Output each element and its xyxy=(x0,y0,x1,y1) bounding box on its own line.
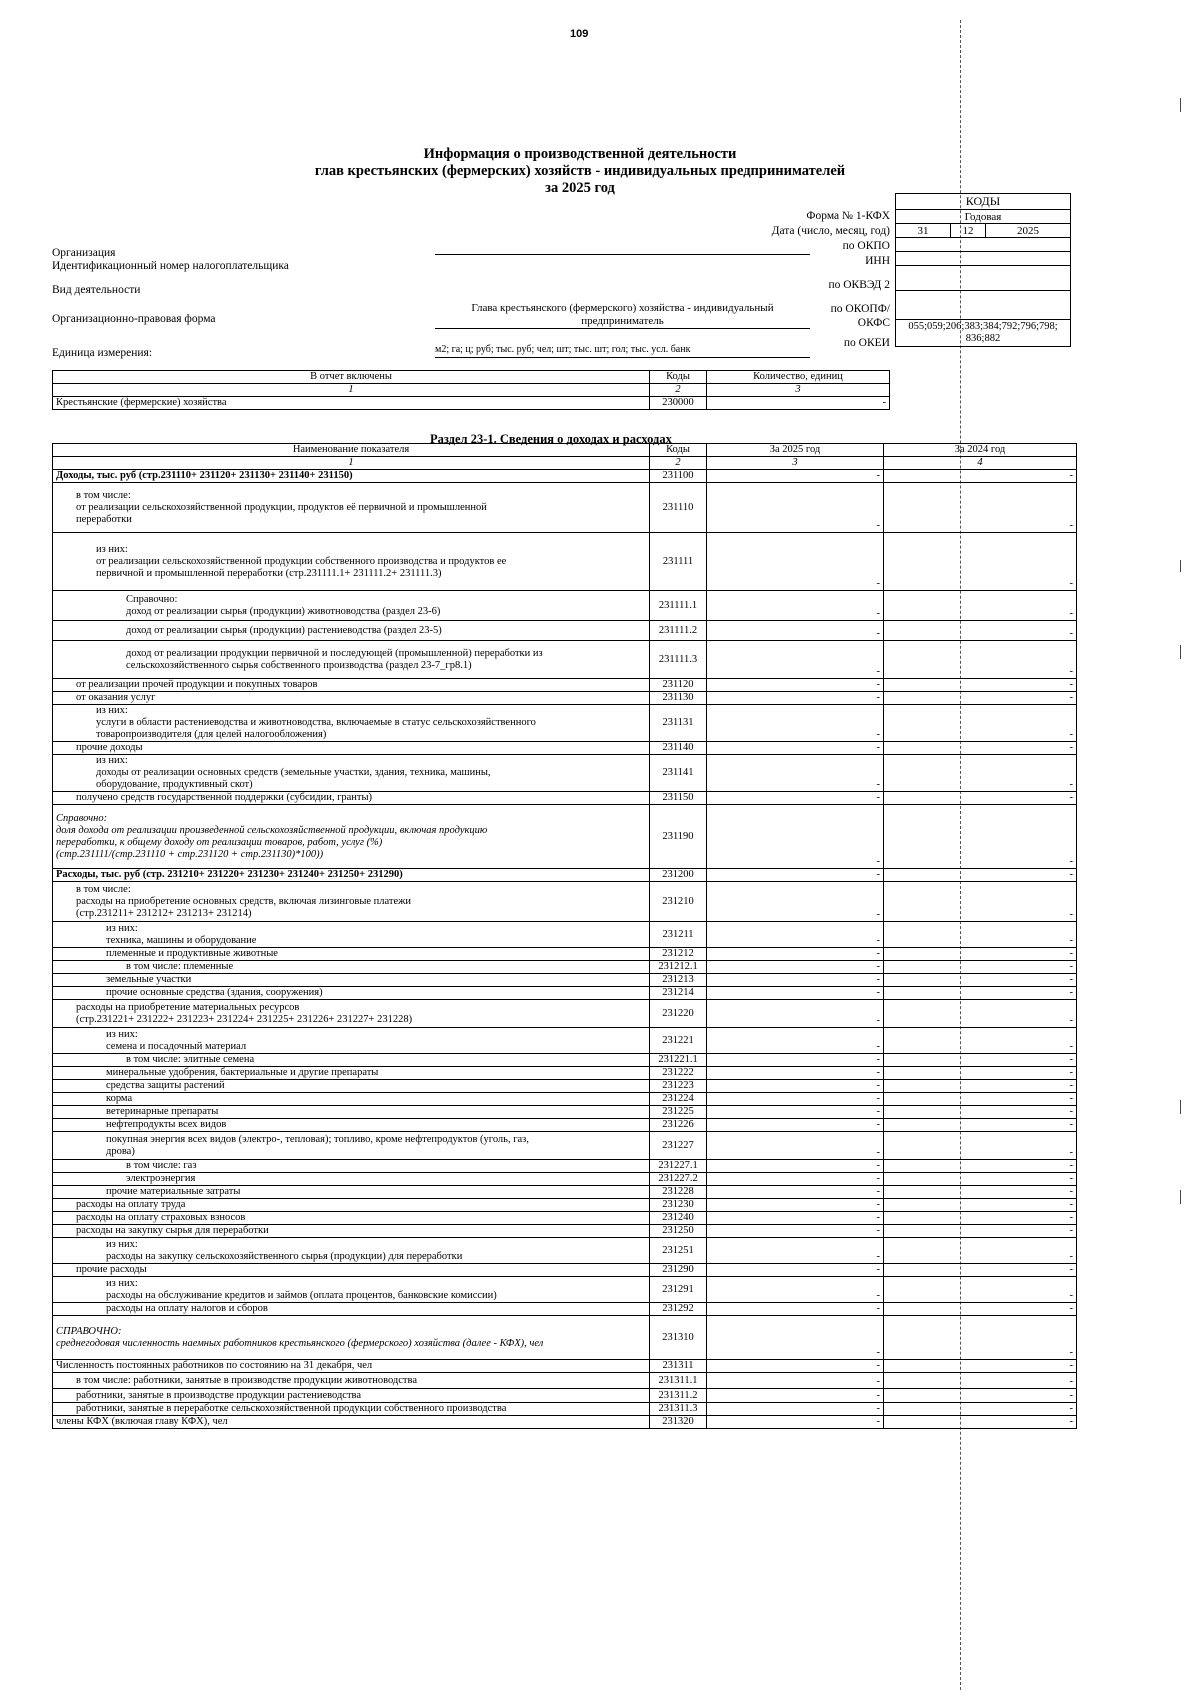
legal-form-label: Организационно-правовая форма xyxy=(52,313,216,325)
main-table xyxy=(52,443,1077,1429)
row-value-2024: - xyxy=(884,705,1077,742)
row-code: 231227.1 xyxy=(650,1160,707,1173)
table-row xyxy=(53,755,1077,792)
row-value-2024: - xyxy=(884,1028,1077,1054)
row-value-2025: - xyxy=(707,1316,884,1360)
codes-header: КОДЫ xyxy=(896,194,1071,210)
included-header-code: Коды xyxy=(650,371,707,384)
table-row xyxy=(53,679,1077,692)
row-value-2024: - xyxy=(884,1416,1077,1429)
legal-form-value xyxy=(435,302,810,328)
included-header-qty: Количество, единиц xyxy=(707,371,890,384)
row-value-2024: - xyxy=(884,1173,1077,1186)
row-code: 231111.3 xyxy=(650,641,707,679)
okpo-label: по ОКПО xyxy=(842,240,890,252)
inn-value xyxy=(896,252,1071,266)
row-code: 231150 xyxy=(650,792,707,805)
table-row xyxy=(53,1000,1077,1028)
row-value-2025: - xyxy=(707,1264,884,1277)
row-code: 231210 xyxy=(650,882,707,922)
main-header-code: Коды xyxy=(650,444,707,457)
scan-mark xyxy=(1180,645,1181,659)
row-name: племенные и продуктивные животные xyxy=(53,948,650,961)
row-code: 231131 xyxy=(650,705,707,742)
row-value-2025: - xyxy=(707,591,884,621)
included-num-2: 2 xyxy=(650,384,707,397)
row-value-2025: - xyxy=(707,483,884,533)
unit-underline xyxy=(435,357,810,358)
row-value-2024: - xyxy=(884,869,1077,882)
row-value-2025: - xyxy=(707,1000,884,1028)
row-value-2024: - xyxy=(884,1360,1077,1373)
date-label: Дата (число, месяц, год) xyxy=(771,225,890,237)
row-value-2024: - xyxy=(884,1093,1077,1106)
row-value-2024: - xyxy=(884,1373,1077,1389)
row-value-2025: - xyxy=(707,922,884,948)
row-code: 231222 xyxy=(650,1067,707,1080)
table-row xyxy=(53,922,1077,948)
row-name: Численность постоянных работников по состоянию на 31 декабря, чел xyxy=(53,1360,650,1373)
table-row xyxy=(53,621,1077,641)
main-num-2: 2 xyxy=(650,457,707,470)
row-name: расходы на приобретение материальных ресурсов (стр.231221+ 231222+ 231223+ 231224+ 231225+ 231226+ 231227+ 231228) xyxy=(53,1000,650,1028)
row-value-2025: - xyxy=(707,1212,884,1225)
row-code: 231111.1 xyxy=(650,591,707,621)
date-month: 12 xyxy=(951,224,986,238)
row-value-2024: - xyxy=(884,1277,1077,1303)
row-name: средства защиты растений xyxy=(53,1080,650,1093)
row-code: 231224 xyxy=(650,1093,707,1106)
row-value-2025: - xyxy=(707,1277,884,1303)
row-value-2025: - xyxy=(707,755,884,792)
table-row xyxy=(53,1186,1077,1199)
row-value-2024: - xyxy=(884,1389,1077,1403)
table-row xyxy=(53,987,1077,1000)
table-row xyxy=(53,705,1077,742)
row-value-2024: - xyxy=(884,755,1077,792)
row-value-2024: - xyxy=(884,1067,1077,1080)
table-row xyxy=(53,591,1077,621)
row-name: Доходы, тыс. руб (стр.231110+ 231120+ 231130+ 231140+ 231150) xyxy=(53,470,650,483)
row-value-2024: - xyxy=(884,948,1077,961)
main-table-body xyxy=(53,470,1077,1429)
row-value-2025: - xyxy=(707,974,884,987)
row-value-2025: - xyxy=(707,1028,884,1054)
row-value-2024: - xyxy=(884,591,1077,621)
table-row xyxy=(53,1067,1077,1080)
table-row xyxy=(53,533,1077,591)
row-value-2025: - xyxy=(707,1093,884,1106)
row-code: 231240 xyxy=(650,1212,707,1225)
table-row xyxy=(53,1212,1077,1225)
row-code: 231290 xyxy=(650,1264,707,1277)
table-row xyxy=(53,1238,1077,1264)
row-value-2025: - xyxy=(707,1238,884,1264)
row-code: 231220 xyxy=(650,1000,707,1028)
row-name: работники, занятые в переработке сельскохозяйственной продукции собственного производства xyxy=(53,1403,650,1416)
row-name: в том числе: работники, занятые в производстве продукции животноводства xyxy=(53,1373,650,1389)
table-row xyxy=(53,1316,1077,1360)
row-value-2024: - xyxy=(884,1403,1077,1416)
row-value-2025: - xyxy=(707,1199,884,1212)
row-code: 231311.2 xyxy=(650,1389,707,1403)
row-value-2025: - xyxy=(707,1403,884,1416)
row-name: минеральные удобрения, бактериальные и другие препараты xyxy=(53,1067,650,1080)
row-code: 231227.2 xyxy=(650,1173,707,1186)
title-line-2: глав крестьянских (фермерских) хозяйств - индивидуальных предпринимателей xyxy=(314,163,846,179)
row-value-2024: - xyxy=(884,974,1077,987)
row-code: 231320 xyxy=(650,1416,707,1429)
row-name: доход от реализации продукции первичной и последующей (промышленной) переработки из сельскохозяйственного сырья собственного производства (раздел 23-7_гр8.1) xyxy=(53,641,650,679)
included-num-1: 1 xyxy=(53,384,650,397)
row-value-2024: - xyxy=(884,470,1077,483)
row-value-2024: - xyxy=(884,1303,1077,1316)
row-value-2025: - xyxy=(707,470,884,483)
row-value-2025: - xyxy=(707,705,884,742)
row-value-2025: - xyxy=(707,1360,884,1373)
row-value-2025: - xyxy=(707,621,884,641)
date-year: 2025 xyxy=(986,224,1071,238)
row-name: получено средств государственной поддержки (субсидии, гранты) xyxy=(53,792,650,805)
row-value-2024: - xyxy=(884,1119,1077,1132)
table-row xyxy=(53,1106,1077,1119)
row-value-2024: - xyxy=(884,1212,1077,1225)
row-value-2025: - xyxy=(707,987,884,1000)
unit-value: м2; га; ц; руб; тыс. руб; чел; шт; тыс. шт; гол; тыс. усл. банк xyxy=(435,344,691,355)
table-row xyxy=(53,1132,1077,1160)
row-value-2024: - xyxy=(884,805,1077,869)
row-value-2024: - xyxy=(884,1316,1077,1360)
main-header-name: Наименование показателя xyxy=(53,444,650,457)
row-value-2025: - xyxy=(707,679,884,692)
row-name: расходы на закупку сырья для переработки xyxy=(53,1225,650,1238)
table-row xyxy=(53,1303,1077,1316)
legal-form-underline xyxy=(435,328,810,329)
scan-mark xyxy=(1180,1190,1181,1204)
row-code: 231251 xyxy=(650,1238,707,1264)
table-row xyxy=(53,1225,1077,1238)
table-row xyxy=(53,1264,1077,1277)
row-value-2024: - xyxy=(884,1106,1077,1119)
included-row-name: Крестьянские (фермерские) хозяйства xyxy=(53,397,650,410)
main-header-2025: За 2025 год xyxy=(707,444,884,457)
row-code: 231141 xyxy=(650,755,707,792)
row-name: расходы на оплату страховых взносов xyxy=(53,1212,650,1225)
row-value-2025: - xyxy=(707,1225,884,1238)
row-value-2024: - xyxy=(884,1132,1077,1160)
row-name: в том числе: племенные xyxy=(53,961,650,974)
table-row xyxy=(53,1277,1077,1303)
row-name: работники, занятые в производстве продукции растениеводства xyxy=(53,1389,650,1403)
row-value-2024: - xyxy=(884,987,1077,1000)
row-name: из них: доходы от реализации основных средств (земельные участки, здания, техника, машины, оборудование, продуктивный скот) xyxy=(53,755,650,792)
row-code: 231214 xyxy=(650,987,707,1000)
row-value-2025: - xyxy=(707,1186,884,1199)
row-code: 231211 xyxy=(650,922,707,948)
row-code: 231230 xyxy=(650,1199,707,1212)
row-name: СПРАВОЧНО: среднегодовая численность наемных работников крестьянского (фермерского) хозяйства (далее - КФХ), чел xyxy=(53,1316,650,1360)
row-name: из них: расходы на закупку сельскохозяйственного сырья (продукции) для переработки xyxy=(53,1238,650,1264)
table-row xyxy=(53,1373,1077,1389)
row-code: 231212 xyxy=(650,948,707,961)
row-name: прочие доходы xyxy=(53,742,650,755)
row-code: 231200 xyxy=(650,869,707,882)
row-value-2025: - xyxy=(707,1080,884,1093)
table-row xyxy=(53,792,1077,805)
row-value-2025: - xyxy=(707,1389,884,1403)
row-code: 231110 xyxy=(650,483,707,533)
row-value-2025: - xyxy=(707,805,884,869)
row-code: 231212.1 xyxy=(650,961,707,974)
okopf-value xyxy=(896,291,1071,320)
row-value-2025: - xyxy=(707,742,884,755)
row-name: в том числе: от реализации сельскохозяйственной продукции, продуктов её первичной и промышленной переработки xyxy=(53,483,650,533)
row-name: Справочно: доход от реализации сырья (продукции) животноводства (раздел 23-6) xyxy=(53,591,650,621)
table-row xyxy=(53,1403,1077,1416)
okpo-value xyxy=(896,238,1071,252)
row-name: из них: услуги в области растениеводства и животноводства, включаемые в статус сельскохозяйственного товаропроизводителя (для целей налогообложения) xyxy=(53,705,650,742)
form-label: Форма № 1-КФХ xyxy=(806,210,890,222)
row-value-2024: - xyxy=(884,1238,1077,1264)
row-code: 231223 xyxy=(650,1080,707,1093)
page-number: 109 xyxy=(570,28,589,40)
row-value-2024: - xyxy=(884,922,1077,948)
row-value-2025: - xyxy=(707,1067,884,1080)
table-row xyxy=(53,1028,1077,1054)
row-code: 231227 xyxy=(650,1132,707,1160)
included-table xyxy=(52,370,890,410)
row-name: в том числе: элитные семена xyxy=(53,1054,650,1067)
row-code: 231130 xyxy=(650,692,707,705)
table-row xyxy=(53,742,1077,755)
row-value-2024: - xyxy=(884,641,1077,679)
legal-form-line-1: Глава крестьянского (фермерского) хозяйства - индивидуальный xyxy=(471,302,774,314)
okfs-label: ОКФС xyxy=(857,317,890,329)
unit-label: Единица измерения: xyxy=(52,347,153,359)
section-title: Раздел 23-1. Сведения о доходах и расходах xyxy=(430,432,672,446)
main-num-4: 4 xyxy=(884,457,1077,470)
row-value-2024: - xyxy=(884,1080,1077,1093)
title-line-3: за 2025 год xyxy=(545,180,615,196)
row-name: электроэнергия xyxy=(53,1173,650,1186)
row-name: из них: семена и посадочный материал xyxy=(53,1028,650,1054)
table-row xyxy=(53,1360,1077,1373)
table-row xyxy=(53,805,1077,869)
row-code: 231221.1 xyxy=(650,1054,707,1067)
okei-value xyxy=(896,320,1071,347)
row-value-2024: - xyxy=(884,742,1077,755)
row-value-2025: - xyxy=(707,869,884,882)
row-name: от оказания услуг xyxy=(53,692,650,705)
row-value-2025: - xyxy=(707,641,884,679)
title-line-1: Информация о производственной деятельности xyxy=(423,146,737,162)
row-value-2025: - xyxy=(707,882,884,922)
row-name: Расходы, тыс. руб (стр. 231210+ 231220+ 231230+ 231240+ 231250+ 231290) xyxy=(53,869,650,882)
row-value-2025: - xyxy=(707,1119,884,1132)
table-row xyxy=(53,882,1077,922)
okei-value-line-1: 055;059;206;383;384;792;796;798; xyxy=(908,321,1058,332)
row-code: 231100 xyxy=(650,470,707,483)
row-code: 231311.1 xyxy=(650,1373,707,1389)
row-name: покупная энергия всех видов (электро-, тепловая); топливо, кроме нефтепродуктов (уголь, газ, дрова) xyxy=(53,1132,650,1160)
row-name: корма xyxy=(53,1093,650,1106)
main-num-1: 1 xyxy=(53,457,650,470)
row-name: прочие расходы xyxy=(53,1264,650,1277)
table-row xyxy=(53,974,1077,987)
row-value-2024: - xyxy=(884,692,1077,705)
row-code: 231221 xyxy=(650,1028,707,1054)
row-value-2024: - xyxy=(884,1054,1077,1067)
row-name: доход от реализации сырья (продукции) растениеводства (раздел 23-5) xyxy=(53,621,650,641)
row-name: из них: от реализации сельскохозяйственной продукции собственного производства и продуктов ее первичной и промышленной переработки (стр.231111.1+ 231111.2+ 231111.3) xyxy=(53,533,650,591)
row-name: члены КФХ (включая главу КФХ), чел xyxy=(53,1416,650,1429)
org-label: Организация xyxy=(52,247,116,259)
table-row xyxy=(53,961,1077,974)
scan-mark xyxy=(1180,98,1181,112)
table-row xyxy=(53,869,1077,882)
okved-value xyxy=(896,266,1071,291)
row-code: 231190 xyxy=(650,805,707,869)
main-num-3: 3 xyxy=(707,457,884,470)
included-row-value: - xyxy=(707,397,890,410)
table-row xyxy=(53,948,1077,961)
row-name: в том числе: газ xyxy=(53,1160,650,1173)
row-code: 231111 xyxy=(650,533,707,591)
table-row xyxy=(53,692,1077,705)
row-value-2025: - xyxy=(707,1054,884,1067)
row-code: 231225 xyxy=(650,1106,707,1119)
row-code: 231310 xyxy=(650,1316,707,1360)
okopf-label: по ОКОПФ/ xyxy=(830,303,890,315)
row-code: 231226 xyxy=(650,1119,707,1132)
row-name: расходы на оплату труда xyxy=(53,1199,650,1212)
row-name: Справочно: доля дохода от реализации произведенной сельскохозяйственной продукции, включая продукцию переработки, к общему доходу от реализации товаров, работ, услуг (%) (стр.231111/(стр.231110 + стр.231120 + стр.231130)*100)) xyxy=(53,805,650,869)
row-name: от реализации прочей продукции и покупных товаров xyxy=(53,679,650,692)
row-code: 231250 xyxy=(650,1225,707,1238)
row-code: 231140 xyxy=(650,742,707,755)
row-value-2025: - xyxy=(707,1160,884,1173)
row-value-2024: - xyxy=(884,961,1077,974)
row-name: прочие основные средства (здания, сооружения) xyxy=(53,987,650,1000)
row-name: прочие материальные затраты xyxy=(53,1186,650,1199)
row-value-2025: - xyxy=(707,533,884,591)
org-underline xyxy=(435,254,810,255)
row-value-2025: - xyxy=(707,692,884,705)
row-code: 231291 xyxy=(650,1277,707,1303)
row-value-2024: - xyxy=(884,483,1077,533)
row-value-2024: - xyxy=(884,621,1077,641)
codes-table xyxy=(895,193,1071,347)
okei-value-line-2: 836;882 xyxy=(965,333,1001,344)
table-row xyxy=(53,1389,1077,1403)
table-row xyxy=(53,1093,1077,1106)
row-name: расходы на оплату налогов и сборов xyxy=(53,1303,650,1316)
inn-full-label: Идентификационный номер налогоплательщика xyxy=(52,260,289,272)
table-row xyxy=(53,1173,1077,1186)
scan-mark xyxy=(1180,1100,1181,1114)
page-title xyxy=(250,146,910,197)
row-value-2024: - xyxy=(884,1000,1077,1028)
table-row xyxy=(53,1416,1077,1429)
included-row-code: 230000 xyxy=(650,397,707,410)
row-value-2025: - xyxy=(707,1373,884,1389)
row-value-2024: - xyxy=(884,1264,1077,1277)
row-value-2024: - xyxy=(884,882,1077,922)
row-value-2025: - xyxy=(707,961,884,974)
row-value-2025: - xyxy=(707,1106,884,1119)
row-value-2025: - xyxy=(707,1173,884,1186)
row-value-2024: - xyxy=(884,533,1077,591)
row-value-2025: - xyxy=(707,1132,884,1160)
table-row xyxy=(53,641,1077,679)
table-row xyxy=(53,1054,1077,1067)
date-day: 31 xyxy=(896,224,951,238)
main-header-2024: За 2024 год xyxy=(884,444,1077,457)
row-code: 231213 xyxy=(650,974,707,987)
row-code: 231292 xyxy=(650,1303,707,1316)
row-value-2024: - xyxy=(884,1186,1077,1199)
row-name: из них: расходы на обслуживание кредитов и займов (оплата процентов, банковские комиссии) xyxy=(53,1277,650,1303)
included-header-name: В отчет включены xyxy=(53,371,650,384)
table-row xyxy=(53,1199,1077,1212)
scan-mark xyxy=(1180,560,1181,572)
okved-label: по ОКВЭД 2 xyxy=(828,279,890,291)
inn-label: ИНН xyxy=(865,255,890,267)
row-value-2024: - xyxy=(884,1225,1077,1238)
row-value-2024: - xyxy=(884,679,1077,692)
row-value-2025: - xyxy=(707,1416,884,1429)
row-value-2024: - xyxy=(884,1199,1077,1212)
activity-label: Вид деятельности xyxy=(52,284,141,296)
included-num-3: 3 xyxy=(707,384,890,397)
row-code: 231228 xyxy=(650,1186,707,1199)
table-row xyxy=(53,1119,1077,1132)
table-row xyxy=(53,483,1077,533)
okei-label: по ОКЕИ xyxy=(843,337,890,349)
table-row xyxy=(53,1160,1077,1173)
form-period: Годовая xyxy=(896,210,1071,224)
row-value-2024: - xyxy=(884,792,1077,805)
row-name: земельные участки xyxy=(53,974,650,987)
row-value-2025: - xyxy=(707,1303,884,1316)
row-value-2024: - xyxy=(884,1160,1077,1173)
row-name: ветеринарные препараты xyxy=(53,1106,650,1119)
row-code: 231311 xyxy=(650,1360,707,1373)
row-value-2025: - xyxy=(707,792,884,805)
row-value-2025: - xyxy=(707,948,884,961)
row-code: 231120 xyxy=(650,679,707,692)
row-code: 231111.2 xyxy=(650,621,707,641)
table-row xyxy=(53,470,1077,483)
table-row xyxy=(53,1080,1077,1093)
row-name: нефтепродукты всех видов xyxy=(53,1119,650,1132)
row-name: из них: техника, машины и оборудование xyxy=(53,922,650,948)
row-code: 231311.3 xyxy=(650,1403,707,1416)
row-name: в том числе: расходы на приобретение основных средств, включая лизинговые платежи (стр.231211+ 231212+ 231213+ 231214) xyxy=(53,882,650,922)
legal-form-line-2: предприниматель xyxy=(581,315,664,327)
